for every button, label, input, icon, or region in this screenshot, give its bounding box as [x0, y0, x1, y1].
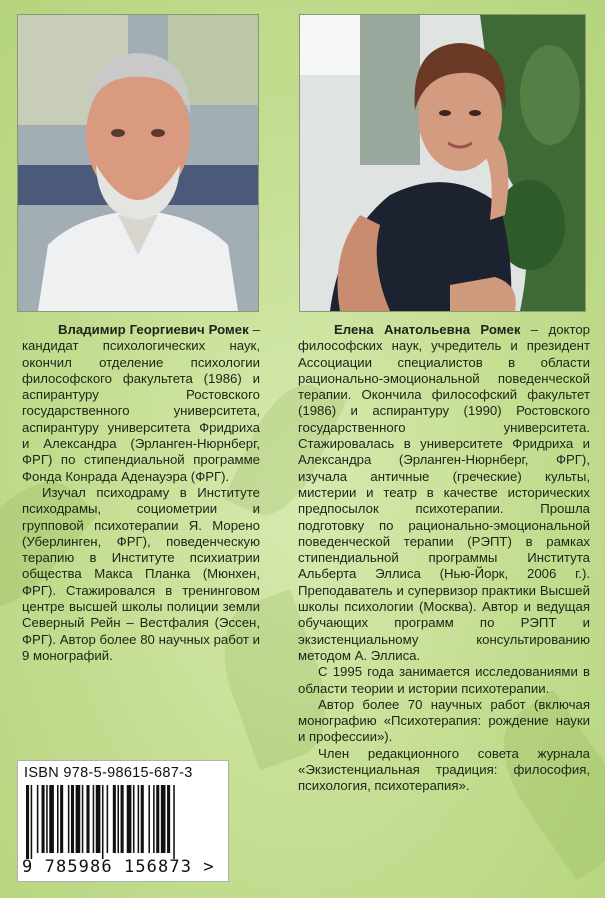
isbn-number: ISBN 978-5-98615-687-3 — [24, 765, 193, 781]
right-author-name: Елена Анатольевна Ромек — [334, 322, 521, 337]
right-author-bio-paragraph — [298, 322, 590, 664]
right-author-bio-third: Автор более 70 научных работ (включая монографию «Психотерапия: рождение науки и профессии»). — [298, 696, 590, 745]
left-author-name: Владимир Георгиевич Ромек — [58, 322, 249, 337]
barcode-bars — [26, 785, 220, 859]
man-portrait-image — [18, 15, 258, 311]
woman-portrait-image — [300, 15, 585, 311]
left-author-bio-paragraph — [22, 322, 260, 485]
right-author-bio — [298, 322, 590, 795]
left-author-bio-second: Изучал психодраму в Институте психодрамы, социометрии и групповой психотерапии Я. Морено (Уберлинген, ФРГ), поведенческую терапию в Институте психиатрии общества Макса Планка (Мюнхен, ФРГ). Стажировался в тренинговом центре высшей школы полиции земли Северный Рейн – Вестфалия (Эссен, ФРГ). Автор более 80 научных работ и 9 монографий. — [22, 484, 260, 663]
left-author-bio — [22, 322, 260, 664]
isbn-barcode — [17, 760, 229, 882]
author-photo-left — [17, 14, 259, 312]
right-author-bio-first: – доктор философских наук, учредитель и президент Ассоциации специалистов в области рационально-эмоциональной поведенческой терапии. Окончила философский факультет (1986) и аспирантуру (1990) Ростовского государственного университета. Стажировалась в университете Фридриха и Александра (Эрланген-Нюрнберг, ФРГ), изучала античные (греческие) культы, мистерии и театр в качестве исторических предпосылок психотерапии. Прошла подготовку по рационально-эмоциональной поведенческой терапии (РЭПТ) в рамках стипендиальной программы Института Альберта Эллиса (Нью-Йорк, 2006 г.). Преподаватель и супервизор практики Высшей школы психологии (Москва). Автор и ведущая обучающих программ по РЭПТ и экзистенциальному консультированию методом А. Эллиса. — [298, 322, 591, 663]
author-photo-right — [299, 14, 586, 312]
right-author-bio-second: С 1995 года занимается исследованиями в области теории и истории психотерапии. — [298, 664, 590, 696]
right-author-bio-fourth: Член редакционного совета журнала «Экзистенциальная традиция: философия, психология, психотерапия». — [298, 745, 590, 794]
left-author-bio-first: – кандидат психологических наук, окончил отделение психологии философского факультета (1986) и аспирантуру Ростовского государственного университета, аспирантуру университета Фридриха и Александра (Эрланген-Нюрнберг, ФРГ) по стипендиальной программе Фонда Конрада Аденауэра (ФРГ). — [22, 322, 260, 484]
barcode-digits: 9 785986 156873 > — [22, 857, 215, 877]
